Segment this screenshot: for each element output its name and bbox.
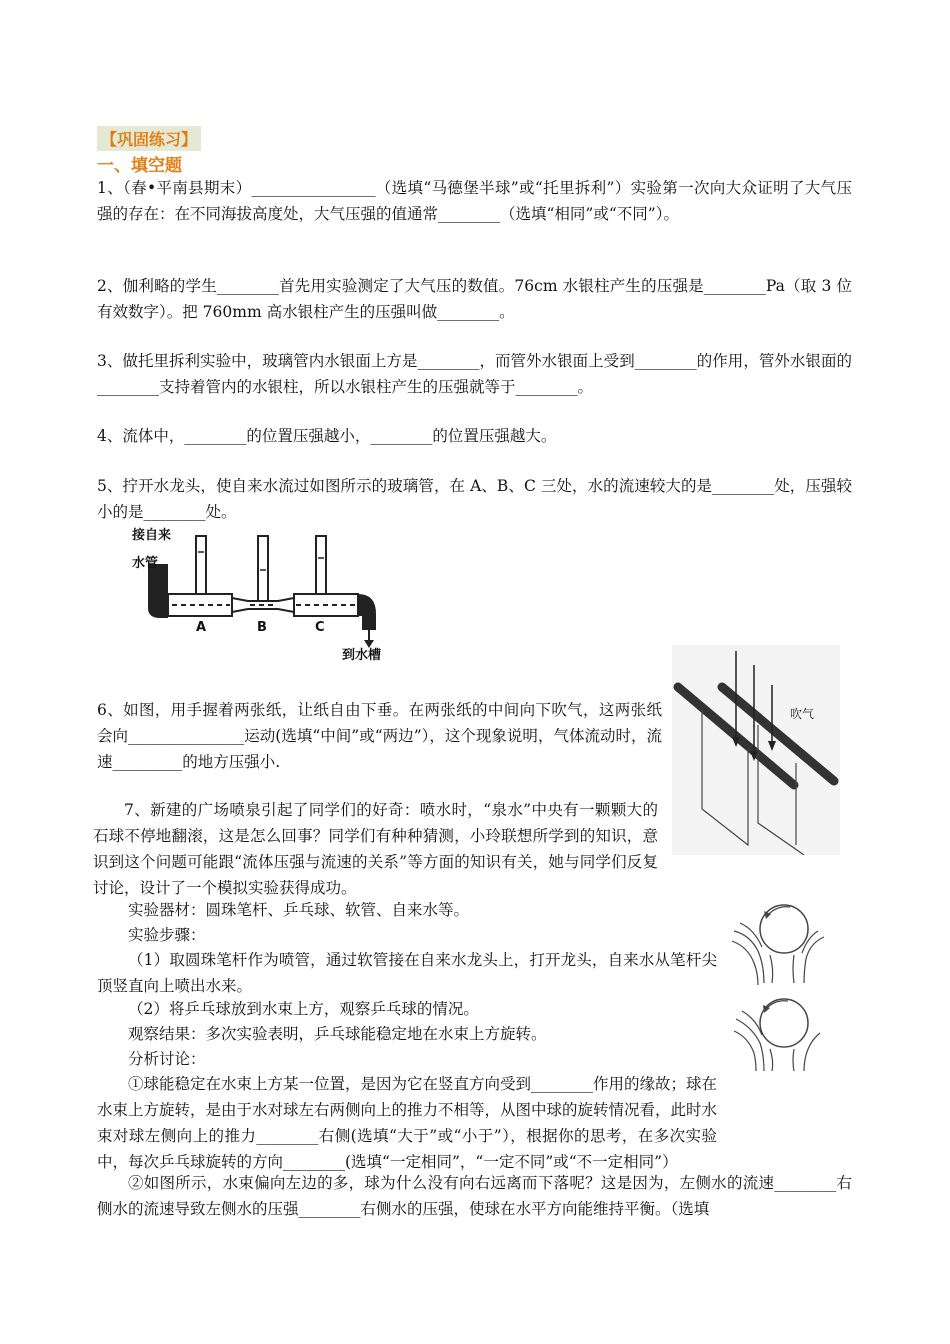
pipe-figure [130, 522, 400, 662]
question-6: 6、如图，用手握着两张纸，让纸自由下垂。在两张纸的中间向下吹气，这两张纸会向_______________运动(选填“中间”或“两边”），这个现象说明，气体流动时，流速_________的地方压强小. [97, 701, 662, 771]
pipe-label-inlet: 接自来 [132, 528, 172, 543]
section-title: 一、填空题 [97, 156, 182, 176]
question-7-intro: 7、新建的广场喷泉引起了同学们的好奇：喷水时，“泉水”中央有一颗颗大的石球不停地翻滚，这是怎么回事？同学们有种种猜测，小玲联想所学到的知识，意识到这个问题可能跟“流体压强与流速的关系”等方面的知识有关，她与同学们反复讨论，设计了一个模拟实验获得成功。 [93, 801, 658, 897]
ball-drawing [730, 895, 826, 1075]
question-7-steps-title: 实验步骤： [128, 926, 206, 944]
pipe-label-b: B [257, 620, 267, 635]
question-7-analysis-2: ②如图所示，水束偏向左边的多，球为什么没有向右远离而下落呢？这是因为，左侧水的流速________右侧水的流速导致左侧水的压强________右侧水的压强，使球在水平方向能维持平衡。（选填 [97, 1174, 852, 1218]
question-5: 5、拧开水龙头，使自来水流过如图所示的玻璃管，在 A、B、C 三处，水的流速较大的是________处，压强较小的是________处。 [97, 477, 852, 521]
question-7-step-2: （2）将乒乓球放到水束上方，观察乒乓球的情况。 [128, 1000, 479, 1018]
question-4: 4、流体中，________的位置压强越小，________的位置压强越大。 [97, 427, 557, 445]
pipe-label-c: C [315, 620, 325, 635]
ball-figure [730, 895, 826, 1075]
question-2: 2、伽利略的学生________首先用实验测定了大气压的数值。76cm 水银柱产生的压强是________Pa（取 3 位有效数字）。把 760mm 高水银柱产生的压强叫做________。 [97, 277, 852, 321]
question-7-analysis-title: 分析讨论： [128, 1050, 206, 1068]
question-7-materials: 实验器材：圆珠笔杆、乒乓球、软管、自来水等。 [128, 901, 470, 919]
question-7-step-1: （1）取圆珠笔杆作为喷管，通过软管接在自来水龙头上，打开龙头，自来水从笔杆尖顶竖直向上喷出水来。 [97, 951, 717, 995]
pipe-label-a: A [196, 620, 207, 635]
question-7-result: 观察结果：多次实验表明，乒乓球能稳定地在水束上方旋转。 [128, 1025, 547, 1043]
pipe-drawing [130, 522, 400, 662]
paper-drawing [672, 645, 840, 855]
paper-label-blow: 吹气 [790, 707, 815, 721]
pipe-label-outlet: 到水槽 [342, 648, 382, 663]
question-3: 3、做托里拆利实验中，玻璃管内水银面上方是________，而管外水银面上受到________的作用，管外水银面的________支持着管内的水银柱，所以水银柱产生的压强就等于________。 [97, 352, 852, 396]
pipe-label-inlet-2: 水管 [132, 556, 159, 571]
section-tag: 【巩固练习】 [97, 126, 201, 151]
question-7-analysis-1a: ①球能稳定在水束上方某一位置，是因为它在竖直方向受到________作用的缘故；球在水束上方旋转，是由于水对球左右两侧向上的推力不相等，从图中球的旋转情况看，此时水束对球左侧向上的推力________右侧(选填“大于”或“小于”），根据你的思考，在多次实验中，每次乒乓球旋转的方向________(选填“一定相同”，“一定不同”或“不一定相同”） [97, 1075, 718, 1171]
paper-figure [672, 645, 840, 855]
question-1: 1、（春•平南县期末）________________（选填“马德堡半球”或“托里拆利”）实验第一次向大众证明了大气压强的存在：在不同海拔高度处，大气压强的值通常________（选填“相同”或“不同”）。 [97, 179, 852, 223]
